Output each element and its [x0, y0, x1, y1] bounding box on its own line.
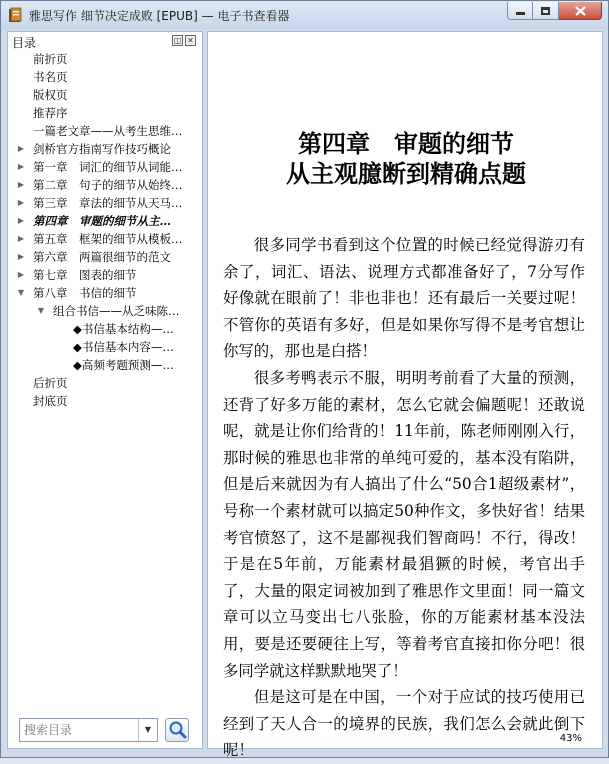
close-icon	[575, 6, 586, 16]
toc-item[interactable]	[8, 356, 202, 374]
expanded-arrow-icon[interactable]: ▼	[37, 306, 45, 315]
toc-item-label: 封底页	[33, 394, 68, 408]
toc-item-label: 组合书信——从乏味陈…	[53, 304, 180, 318]
toc-item[interactable]	[8, 104, 202, 122]
toc-item[interactable]	[8, 158, 202, 176]
toc-tree	[8, 50, 202, 410]
toc-item[interactable]	[8, 392, 202, 410]
undock-icon[interactable]: ◫	[173, 36, 182, 45]
toc-item[interactable]	[8, 122, 202, 140]
title-bar[interactable]	[1, 1, 608, 29]
chapter-title: 第四章 审题的细节	[298, 129, 514, 158]
toc-item-label: 第一章 词汇的细节从词能…	[33, 160, 183, 174]
window-title: 雅思写作 细节决定成败 [EPUB] — 电子书查看器	[29, 9, 290, 23]
collapsed-arrow-icon[interactable]: ▶	[17, 270, 25, 279]
reading-progress: 43%	[559, 733, 582, 744]
toc-item-label: 第六章 两篇很细节的范文	[33, 250, 171, 264]
collapsed-arrow-icon[interactable]: ▶	[17, 234, 25, 243]
toc-item[interactable]	[8, 374, 202, 392]
toc-header	[8, 32, 202, 50]
toc-item[interactable]	[8, 320, 202, 338]
minimize-icon	[516, 12, 525, 15]
toc-item-label: 第七章 图表的细节	[33, 268, 137, 282]
toc-search-box[interactable]	[19, 718, 158, 742]
toc-item[interactable]	[8, 194, 202, 212]
toc-search-input[interactable]	[20, 719, 138, 741]
minimize-button[interactable]	[507, 2, 533, 20]
toc-item[interactable]	[8, 284, 202, 302]
collapsed-arrow-icon[interactable]: ▶	[17, 144, 25, 153]
toc-item-label: ◆书信基本内容—…	[73, 340, 174, 354]
toc-item-label: 第三章 章法的细节从天马…	[33, 196, 183, 210]
toc-item-label: 版权页	[33, 88, 68, 102]
panel-close-icon[interactable]: ✕	[185, 35, 196, 46]
toc-item[interactable]	[8, 302, 202, 320]
collapsed-arrow-icon[interactable]: ▶	[17, 198, 25, 207]
paragraph: 但是这可是在中国，一个对于应试的技巧使用已经到了天人合一的境界的民族，我们怎么会就此倒下呢！	[223, 688, 585, 760]
toc-item[interactable]	[8, 230, 202, 248]
book-icon	[7, 7, 23, 23]
toc-item-label: 前折页	[33, 52, 68, 66]
chapter-subtitle: 从主观臆断到精确点题	[286, 159, 526, 188]
toc-item[interactable]	[8, 140, 202, 158]
toc-item-label: 剑桥官方指南写作技巧概论	[33, 142, 171, 156]
paragraph: 很多同学书看到这个位置的时候已经觉得游刃有余了，词汇、语法、说理方式都准备好了，7分写作好像就在眼前了！非也非也！还有最后一关要过呢！不管你的英语有多好，但是如果你写得不是考官想让你写的，那也是白搭！	[223, 236, 585, 361]
search-button[interactable]	[165, 718, 189, 742]
close-button[interactable]	[559, 2, 602, 20]
maximize-icon	[541, 7, 550, 15]
toc-item-label: ◆高频考题预测—…	[73, 358, 174, 372]
paragraph: 很多考鸭表示不服，明明考前看了大量的预测，还背了好多万能的素材，怎么它就会偏题呢！还敢说呢，就是让你们给背的！11年前，陈老师刚刚入行，那时候的雅思也非常的单纯可爱的，基本没有陷阱，但是后来就因为有人搞出了什么“50合1超级素材”，号称一个素材就可以搞定50种作文，多快好省！结果考官愤怒了，这不是鄙视我们智商吗！不行，得改！于是在5年前，万能素材最猖獗的时候，考官出手了，大量的限定词被加到了雅思作文里面！同一篇文章可以立马变出七八张脸，你的万能素材基本没法用，要是还要硬往上写，等着考官直接扣你分吧！很多同学就这样默默地哭了！	[223, 368, 585, 680]
toc-title: 目录	[12, 36, 37, 50]
collapsed-arrow-icon[interactable]: ▶	[17, 252, 25, 261]
toc-item[interactable]	[8, 176, 202, 194]
toc-item[interactable]	[8, 50, 202, 68]
toc-item[interactable]	[8, 248, 202, 266]
toc-item[interactable]	[8, 86, 202, 104]
search-icon	[166, 719, 188, 741]
expanded-arrow-icon[interactable]: ▼	[17, 288, 25, 297]
toc-item-label: 第八章 书信的细节	[33, 286, 137, 300]
window-controls	[507, 2, 602, 20]
toc-item[interactable]	[8, 266, 202, 284]
toc-item[interactable]	[8, 212, 202, 230]
toc-item-label: 第二章 句子的细节从始终…	[33, 178, 183, 192]
toc-item[interactable]	[8, 68, 202, 86]
toc-item-label: 书名页	[33, 70, 68, 84]
maximize-button[interactable]	[533, 2, 559, 20]
collapsed-arrow-icon[interactable]: ▶	[17, 162, 25, 171]
reader-view[interactable]	[207, 31, 603, 760]
toc-item[interactable]	[8, 338, 202, 356]
toc-panel	[7, 31, 203, 749]
collapsed-arrow-icon[interactable]: ▶	[17, 180, 25, 189]
collapsed-arrow-icon[interactable]: ▶	[17, 216, 25, 225]
toc-item-label: 第四章 审题的细节从主…	[33, 214, 171, 228]
chapter-body	[223, 232, 585, 764]
toc-item-label: 后折页	[33, 376, 68, 390]
chevron-down-icon[interactable]: ▼	[138, 719, 157, 741]
toc-item-label: ◆书信基本结构—…	[73, 322, 174, 336]
toc-item-label: 第五章 框架的细节从模板…	[33, 232, 183, 246]
toc-item-label: 推荐序	[33, 106, 68, 120]
toc-item-label: 一篇老文章——从考生思维…	[33, 124, 183, 138]
